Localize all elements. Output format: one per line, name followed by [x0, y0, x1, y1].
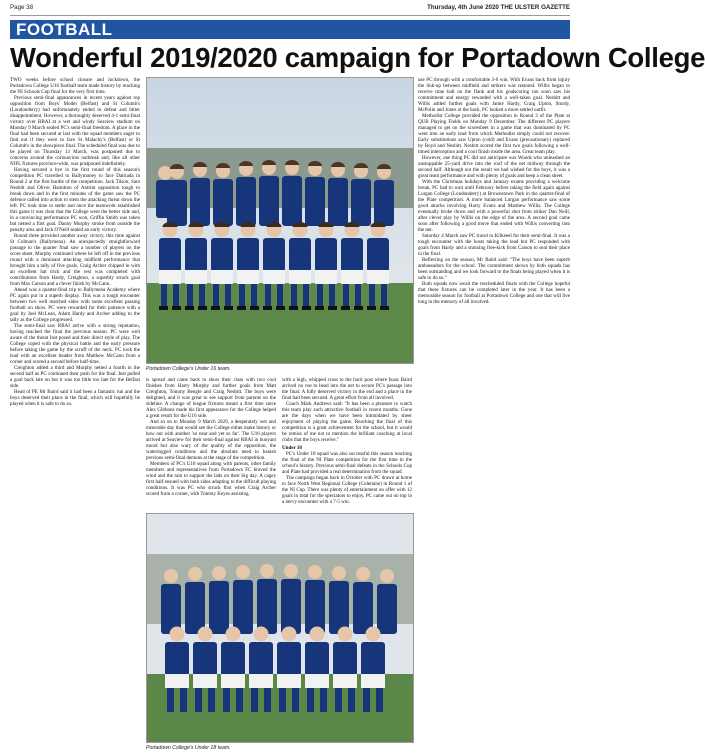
paragraph: Previous semi-final appearances in recent years against top opposition from Boys' Model (Belfast) and St Columb's (Londonderry) had unfortunately ended in defeat and bitter disappointment. However, a thoroughly deserved 4-1 semi-final victory over RBAI at a wet and windy Seaview stadium on Monday 9 March sealed PC's semi-final freedom. A place in the final had been secured at last with the squad members eager to find out if they were to face St Malachy's (Belfast) or St Columb's in the showpiece final. The scheduled final was due to be played on Thursday 13 March, was postponed due to concerns around the coronavirus outbreak and, like all other NIFL fixtures province-wide, was postponed indefinitely. [10, 95, 140, 167]
paragraph: Coach Mark Andrews said: "It has been a pleasure to watch this team play such attractive football in recent months. Gone are the days when we have been intimidated by sheer enjoyment of playing the game. Reaching the final of this competition is a great achievement for the school, but it would be remiss of me not to mention the brilliant coaching at local clubs that the boys receive." [282, 401, 412, 443]
paragraph: Having secured a bye in the first round of this season's competition PC travelled to Ballymoney to face Dalriada in Round 2 at the first hurdle of the competition. Jack Tilson, Sam Nesbitt and Oliver Hamilton of Antrim opposition tough to break down and in the first minutes of the game saw the PC defence called into action to stem the attacking threat down the left. PC took time to settle and once the teamwork established this game it was clear that the College were the better side and, in a convincing performance PC won, Griffin Smith was taken but netted a first goal. Danny Murphy stroke from outside the penalty area and Jack O'Neill sealed an early victory. [10, 167, 140, 233]
paragraph: And so on to Monday 9 March 2020, a desperately wet and miserable day that would see the College either make history or bow out with another 'so near and yet so far'. The U16 players arrived at Seaview for their semi-final against RBAI in buoyant mood but also wary of the quality of the opposition, the waterlogged conditions and the absolute need to banish previous semi-final demons at the stage of the competition. [146, 419, 276, 461]
under16-photo-caption: Portadown College's Under 16 team. [146, 366, 231, 372]
paragraph: Round three provided another away victory, this time against St Colman's (Ballymena). An unexpectedly straightforward passage to the quarter final saw a number of players on the score sheet. Murphy continued where he left off in the previous round with a dominant attacking midfield performance that brought him a tally of five goals, Craig Archer chipped in with an excellent hat trick and the rest was completed with contributions from Hardy, Creighton, a superbly struck goal from Max Carson and a clever finish by McCann. [10, 233, 140, 287]
paragraph: with a high, whipped cross to the back post where Isaac Baird arrived on cue to head into the net to secure PC's passage into the final. A fully deserved victory in the end and a place in the final had been secured. A great effort from all involved. [282, 377, 412, 401]
paragraph: Members of PC's U18 squad along with parents, other family members and representatives from Portadown FC braved the wind and the rain to support the lads on their big day. A cagey first half ensued with both sides adapting to the difficult playing conditions. It was PC who struck first when Craig Archer scored from a corner, with Tommy Keyes assisting. [146, 461, 276, 497]
section-label: FOOTBALL [10, 20, 570, 39]
paragraph: However, one thing PC did not anticipate was Woods who unleashed an unstoppable 25-yard drive into the roof of the net midway through the second half. Although not the result we had wished for the boys, it was a great team performance and with plenty of goals and keep a clean sheet. [418, 155, 570, 179]
paragraph: Reflecting on the season, Mr Baird said: "The boys have been superb ambassadors for the school. The commitment shown by both squads has been outstanding and we look forward to the finals being played when it is safe to do so." [418, 257, 570, 281]
paragraph: Head of PE Mr Baird said it had been a fantastic run and the boys deserved their place in the final, which will hopefully be played when it is safe to do so. [10, 389, 140, 407]
date-masthead: Thursday, 4th June 2020 THE ULSTER GAZETTE [427, 4, 570, 11]
article-body [10, 77, 570, 755]
paragraph: Saturday 4 March saw PC travel to Kilkeeel for their semi-final. It was a tough encounter with the hosts taking the lead but PC responded with goals from Hardy and a stunning free-kick from Carson to seal their place in the final. [418, 233, 570, 257]
paragraph: Methodist College provided the opposition in Round 3 of the Plate at QUB Playing Fields on Monday 9 December. The different PC players managed to get on the scoresheet in a game that was dominated by PC went into an early lead from which Methodist simply could not recover. Early substitutions saw Upton (cold) and Evans (precautionary) replaced by Boyd and Nesbitt. Nesbitt scored the first two goals following a well-timed interception and a cool finish inside the area. Great team play. [418, 113, 570, 155]
paragraph: TWO weeks before school closure and lockdown, the Portadown College U16 football team made history by reaching the NI Schools Cup final for the very first time. [10, 77, 140, 95]
paragraph: PC's Under 18 squad was also successful this season reaching the final of the NI Plate competition for the first time in the school's history. Previous semi-final defeats in the Schools Cup and Plate had provided a real determination from the squad. [282, 451, 412, 475]
subheading-under18: Under 18 [282, 445, 302, 451]
paragraph: use PC through with a comfortable 3-0 win. With Evans back from injury the link-up between midfield and strikers was restored. Willis began to receive time ball on the flank and his goalscoring run soon saw his commitment and energy rewarded with a well-taken goal. Nesbitt and Willis added further goals with Jamie Hardy, Craig Upton, Sturdy, McPolin and Jones at the back, PC looked a more settled outfit. [418, 77, 570, 113]
under18-photo-caption: Portadown College's Under 18 team. [146, 745, 231, 751]
column-4 [418, 77, 570, 753]
paragraph: Both squads now await the rescheduled finals with the College hopeful that these fixtures can be completed later in the year. It has been a memorable season for football at Portadown College and one that will live long in the memory of all involved. [418, 281, 570, 305]
under16-team-photo [146, 77, 414, 364]
page-number: Page 38 [10, 4, 34, 11]
column-1 [10, 77, 140, 753]
paragraph: With the Christmas holidays and January exams providing a welcome break, PC had to wait until February before taking the field again against Lurgan College (Londonderry) at Brownstown Park in the quarter-final of the Plate competition. A more balanced Lurgan performance saw some good attacks involving Harry Evans and Matthew Willis. The College eventually broke down and with a powerful shot from striker Dan Neill, after clever play by Willis on the edge of the area. A second goal came soon after following a good move that ended with Willis converting into the net. [418, 179, 570, 233]
paragraph: The campaign began back in October with PC drawn at home to face North West Regional College (Coleraine) in Round 1 of the NI Cup. There was plenty of entertainment on offer with 12 goals in total for the spectators to enjoy. PC came out on top in a nervy encounter with a 7-5 win. [282, 475, 412, 505]
paragraph: Creighton added a third and Murphy netted a fourth in the second half as PC continued their push for the final. Inst pulled a goal back late on but it was too little too late for the Belfast side. [10, 365, 140, 389]
paragraph: Ahead was a quarter-final trip to Ballymena Academy where PC again put in a superb display. This was a tough encounter between two well matched sides with some excellent passing football on show. PC were rewarded for their patience with a goal by Joel McLean, Adam Hardy and Archer adding to the tally as the College progressed. [10, 287, 140, 323]
under18-team-photo [146, 513, 414, 743]
page-header [10, 0, 570, 16]
headline: Wonderful 2019/2020 campaign for Portadown College [10, 42, 705, 73]
paragraph: is spread and came back to show their class with two cool finishes from Harry Murphy and further goals from Matt Creighton, Tommy Bengle and Craig Nesbitt. The boys were delighted, and it was great to see support from parents on the sideline. A change of league fixtures meant a first time since Alex Gibbons made his first appearance for the College helped a great result for the U16 side. [146, 377, 276, 419]
paragraph: The semi-final saw RBAI arrive with a strong reputation, having reached the final the previous season. PC were well aware of the threat Inst posed and their direct style of play. The College coped with the physical battle and the early pressure before taking the game by the scruff of the neck. PC took the lead with an excellent header from Matthew McCann from a corner and scored a second before half-time. [10, 323, 140, 365]
